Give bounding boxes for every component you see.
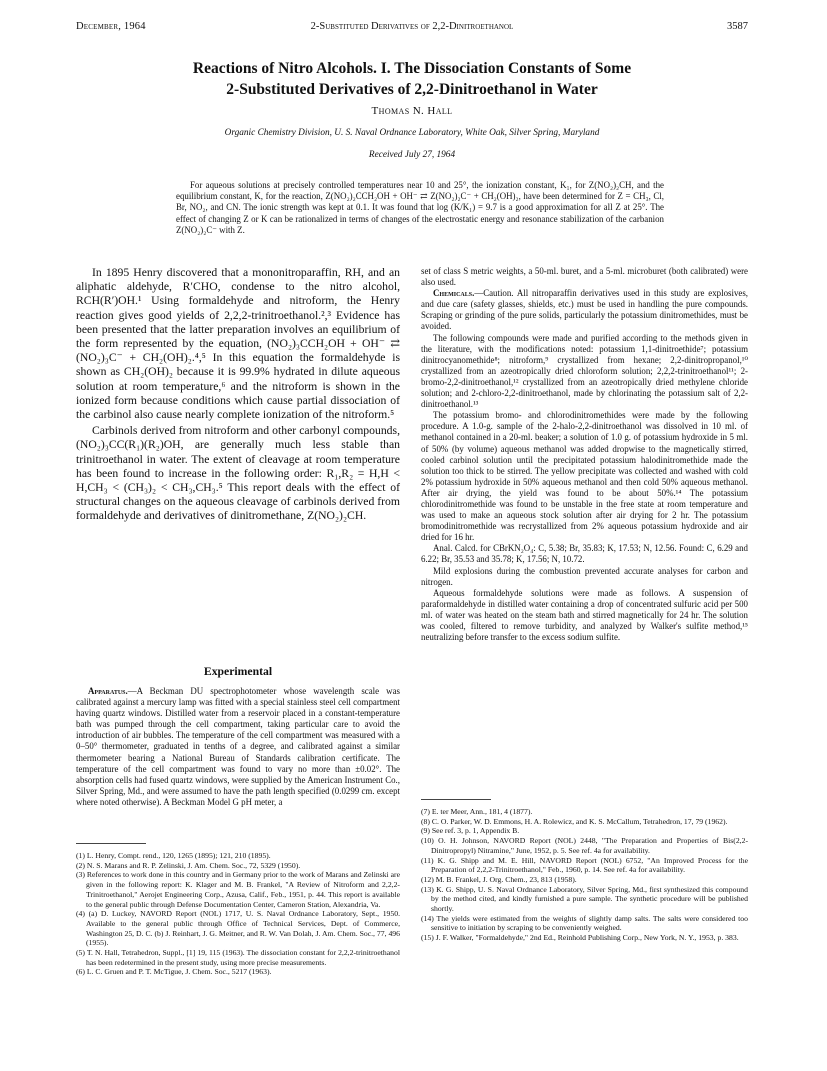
right-column [421, 266, 748, 943]
metric-weights-paragraph: set of class S metric weights, a 50-ml. buret, and a 5-ml. microburet (both calibrated) were also used. [421, 266, 748, 288]
footnote-rule [76, 843, 146, 844]
footnote: (3) References to work done in this country and in Germany prior to the work of Marans and Zelinski are given in the following report: K. Klager and M. B. Frankel, "A Review of Nitroform and 2,2,2-Trinitroethanol," Aerojet Engineering Corp., Azusa, Calif., Feb., 1951, p. 44. This report is available to the general public through Defense Documentation Center, Cameron Station, Alexandria, Va. [76, 870, 400, 909]
compounds-paragraph: The following compounds were made and purified according to the methods given in the literature, with the modifications noted: potassium 1,1-dinitroethide⁷; potassium dinitrocyanomethide⁸; nitroform,⁹ crystallized from hexane; 2,2-dinitropropanol,¹⁰ crystallized from an azeotropically dried chloroform solution; 2,2,2-trinitroethanol¹¹; 2-bromo-2,2-dinitroethanol,¹² crystallized from an azeotropically dried methylene chloride solution; and 2-chloro-2,2-dinitroethanol, made by chlorinating the potassium salt of 2,2-dinitroethanol.¹³ [421, 332, 748, 410]
footnote: (12) M. B. Frankel, J. Org. Chem., 23, 813 (1958). [421, 874, 577, 884]
title-line-1: Reactions of Nitro Alcohols. I. The Dissociation Constants of Some [192, 60, 632, 77]
left-column [76, 266, 400, 977]
analysis-paragraph: Anal. Calcd. for CBrKN₂O₄: C, 5.38; Br, 35.83; K, 17.53; N, 12.56. Found: C, 6.29 and 6.22; Br, 35.53 and 35.78; K, 17.56; N, 10.72. [421, 543, 748, 565]
intro-paragraph-1: In 1895 Henry discovered that a mononitroparaffin, RH, and an aliphatic aldehyde, R′CHO, condense to the nitro alcohol, RCH(R′)OH.¹ Using formaldehyde and nitroform, the Henry reaction gives good yields of 2,2,2-trinitroethanol.²,³ Evidence has been presented that the latter preparation involves an equilibrium of the form represented by the equation, (NO₂)₃CCH₂OH + OH⁻ ⇄ (NO₂)₃C⁻ + CH₂(OH)₂.⁴,⁵ In this equation the formaldehyde is shown as CH₂(OH)₂ because it is 99.9% hydrated in dilute aqueous solution at room temperature,⁶ and the nitroform is shown in the ionized form because conditions which cause partial dissociation of the carbinol also cause nearly complete ionization of the nitroform.⁵ [76, 266, 400, 422]
explosion-note-paragraph: Mild explosions during the combustion prevented accurate analyses for carbon and nitrogen. [421, 565, 748, 587]
footnote: (10) O. H. Johnson, NAVORD Report (NOL) 2448, "The Preparation and Properties of Bis(2,2-Dinitropropyl) Nitramine," June, 1952, p. 5. See ref. 4a for availability. [421, 836, 748, 855]
footnote: (5) T. N. Hall, Tetrahedron, Suppl., [1] 19, 115 (1963). The dissociation constant for 2,2,2-trinitroethanol has been redetermined in the present study, using more precise measurements. [76, 948, 400, 967]
chemicals-text: —Caution. All nitroparaffin derivatives used in this study are explosives, and due care (safety glasses, shields, etc.) must be used in handling the pure compounds. Scraping or grinding of the pure solids, particularly the potassium dinitromethides, must be avoided. [421, 288, 748, 332]
footnote: (7) E. ter Meer, Ann., 181, 4 (1877). [421, 807, 533, 816]
footnote: (15) J. F. Walker, "Formaldehyde," 2nd Ed., Reinhold Publishing Corp., New York, N. Y., 1953, p. 383. [421, 933, 739, 943]
title-line-2: 2-Substituted Derivatives of 2,2-Dinitroethanol in Water [226, 81, 598, 98]
footnote: (8) C. O. Parker, W. D. Emmons, H. A. Rolewicz, and K. S. McCallum, Tetrahedron, 17, 79 (1962). [421, 816, 728, 826]
halodinitromethide-paragraph: The potassium bromo- and chlorodinitromethides were made by the following procedure. A 1.0-g. sample of the 2-halo-2,2-dinitroethanol was dissolved in 10 ml. of methanol contained in a 20-ml. beaker; a solution of 1.0 g. of potassium hydroxide in 5 ml. of 50% (by volume) aqueous methanol was added dropwise to the magnetically stirred, cooled carbinol solution until the precipitated potassium halodinitromethide made the solution too thick to be stirred. The yellow precipitate was collected and washed with cold 2% potassium hydroxide in 50% aqueous methanol and then cold 50% aqueous methanol. After air drying, the yield was found to be about 50%.¹⁴ The potassium chlorodinitromethide was found to be unstable in the free state at room temperature and was used to make an aqueous stock solution after air drying for 2 hr. The potassium bromodinitromethide was recrystallized from 2% aqueous potassium hydroxide and air dried for 16 hr. [421, 410, 748, 543]
received-date: Received July 27, 1964 [368, 150, 456, 160]
header-date: December, 1964 [76, 21, 146, 32]
footnote: (11) K. G. Shipp and M. E. Hill, NAVORD Report (NOL) 6752, "An Improved Process for the Preparation of 2,2,2-Trinitroethanol," Feb., 1960, p. 14. See ref. 4a for availability. [421, 855, 748, 875]
chemicals-lead: Chemicals. [433, 288, 475, 299]
affiliation: Organic Chemistry Division, U. S. Naval Ordnance Laboratory, White Oak, Silver Spring, Maryland [224, 128, 600, 138]
apparatus-paragraph [76, 686, 400, 808]
header-running-title: 2-Substituted Derivatives of 2,2-Dinitroethanol [310, 21, 514, 32]
footnote: (14) The yields were estimated from the weights of slightly damp salts. The salts were considered too sensitive to initiation by scraping to be conveniently weighed. [421, 913, 748, 933]
running-header [76, 21, 748, 35]
experimental-section [76, 652, 400, 808]
section-heading-experimental: Experimental [203, 665, 273, 678]
footnote-rule [421, 799, 491, 800]
apparatus-text: —A Beckman DU spectrophotometer whose wavelength scale was calibrated against a mercury lamp was fitted with a special stainless steel cell compartment having quartz windows. Distilled water from a reservoir placed in a constant-temperature bath was pumped through the cell compartment, taking particular care to avoid the introduction of air bubbles. The temperature of the cell compartment was measured with a 0–50° thermometer, graduated in tenths of a degree, and calibrated against a similar thermometer bearing a National Bureau of Standards calibration certificate. The temperature of the cell compartment was found to vary no more than ±0.02°. The absorption cells had fused quartz windows, were supplied by the American Instrument Co., Silver Spring, Md., and were assumed to have the path length specified (0.0299 cm. except where noted otherwise). A Beckman Model G pH meter, a [76, 686, 400, 807]
footnote: (13) K. G. Shipp, U. S. Naval Ordnance Laboratory, Silver Spring, Md., first synthesized this compound by the method cited, and kindly furnished a pure sample. The synthetic procedure will be published shortly. [421, 884, 748, 914]
author: Thomas N. Hall [371, 105, 453, 117]
page-number: 3587 [727, 21, 748, 32]
footnote: (2) N. S. Marans and R. P. Zelinski, J. Am. Chem. Soc., 72, 5329 (1950). [76, 860, 301, 870]
footnote: (6) L. C. Gruen and P. T. McTigue, J. Chem. Soc., 5217 (1963). [76, 967, 272, 977]
apparatus-lead: Apparatus. [88, 686, 128, 696]
chemicals-paragraph [421, 288, 748, 332]
article-title [76, 58, 748, 100]
footnotes-right [421, 799, 748, 943]
formaldehyde-paragraph: Aqueous formaldehyde solutions were made as follows. A suspension of paraformaldehyde in distilled water containing a drop of concentrated sulfuric acid per 500 ml. of water was heated on the steam bath and stirred magnetically for 24 hr. The solution was cooled, filtered to remove turbidity, and analyzed by Walker's sulfite method,¹⁵ neutralizing before transfer to the excess sodium sulfite. [421, 587, 748, 643]
footnote: (4) (a) D. Luckey, NAVORD Report (NOL) 1717, U. S. Naval Ordnance Laboratory, Sept., 1950. Available to the general public through Office of Technical Services, Dept. of Commerce, Washington 25, D. C. (b) J. Reinhart, J. G. Meitner, and R. W. Van Dolah, J. Am. Chem. Soc., 77, 496 (1955). [76, 909, 400, 948]
footnotes-left [76, 843, 400, 977]
intro-paragraph-2: Carbinols derived from nitroform and other carbonyl compounds, (NO₂)₃CC(R₁)(R₂)OH, are generally much less stable than trinitroethanol in water. The extent of cleavage at room temperature has been found to increase in the following order: R₁,R₂ = H,H < H,CH₃ < (CH₃)₂ < CH₃,CH₃.⁵ This report deals with the effect of structural changes on the aqueous cleavage of carbinols derived from formaldehyde and derivatives of dinitromethane, Z(NO₂)₂CH. [76, 424, 400, 523]
footnote: (1) L. Henry, Compt. rend., 120, 1265 (1895); 121, 210 (1895). [76, 851, 271, 860]
footnote: (9) See ref. 3, p. 1, Appendix B. [421, 826, 520, 836]
abstract: For aqueous solutions at precisely controlled temperatures near 10 and 25°, the ionization constant, K₁, for Z(NO₂)₂CH, and the equilibrium constant, K, for the reaction, Z(NO₂)₂CCH₂OH + OH⁻ ⇄ Z(NO₂)₂C⁻ + CH₂(OH)₂, have been determined for Z = CH₃, Cl, Br, NO₂, and CN. The ionic strength was kept at 0.1. It was found that log (K/K₁) = 9.7 is a good approximation for all Z at 25°. The effect of changing Z or K can be rationalized in terms of changes of the electrostatic energy and resonance stabilization of the carbanion Z(NO₂)₂C⁻ with Z. [176, 180, 664, 235]
